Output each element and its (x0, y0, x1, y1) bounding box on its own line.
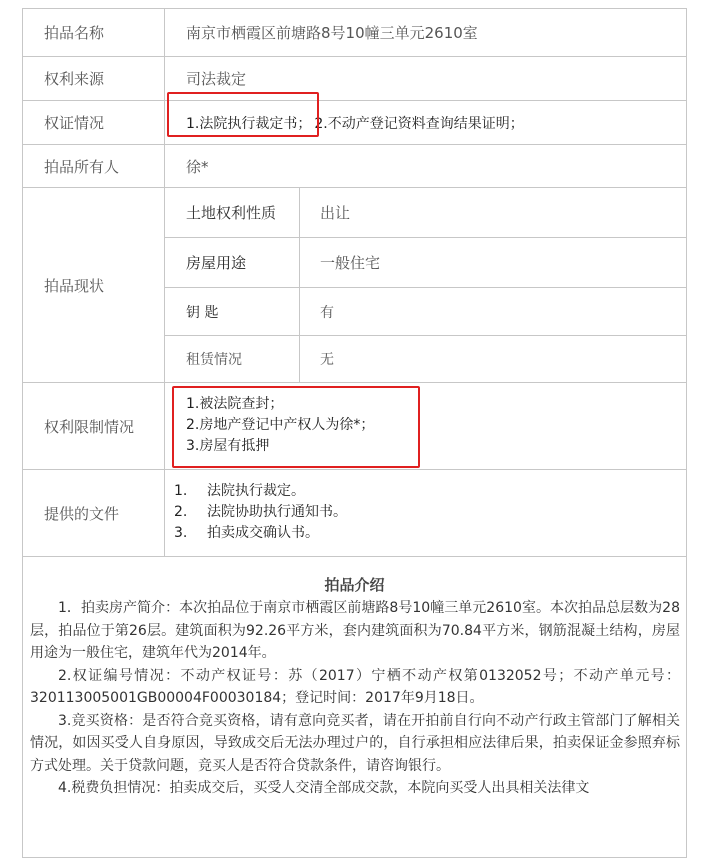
status-key-lease: 租赁情况 (186, 352, 242, 368)
label-documents: 提供的文件 (44, 504, 120, 523)
documents-list (174, 481, 347, 544)
list-number: 3. (174, 525, 188, 541)
list-number: 1. (174, 483, 188, 499)
row-divider (22, 556, 687, 557)
status-key-land: 土地权利性质 (186, 204, 277, 222)
label-certificate: 权证情况 (44, 114, 105, 132)
list-text: 法院协助执行通知书。 (207, 504, 347, 520)
row-divider (165, 335, 687, 336)
status-value-keys: 有 (320, 304, 334, 321)
intro-paragraph: 3.竞买资格：是否符合竞买资格，请有意向竞买者，请在开拍前自行向不动产行政主管部门了解相关情况，如因买受人自身原因，导致成交后无法办理过户的，自行承担相应法律后果，拍卖保证金参照弃标方式处理。关于贷款问题，竞买人是否符合贷款条件，请咨询银行。 (30, 712, 680, 774)
list-text: 法院执行裁定。 (207, 483, 305, 499)
restriction-line: 3.房屋有抵押 (186, 438, 270, 454)
highlight-box (167, 92, 319, 137)
label-item-name: 拍品名称 (44, 24, 105, 42)
list-item (174, 523, 347, 544)
status-value-land: 出让 (320, 204, 351, 222)
label-right-source: 权利来源 (44, 70, 105, 88)
intro-body (30, 597, 680, 800)
column-divider (164, 8, 165, 556)
value-right-source: 司法裁定 (186, 70, 247, 88)
list-text: 拍卖成交确认书。 (207, 525, 319, 541)
highlight-box (172, 386, 420, 468)
status-key-keys: 钥 匙 (186, 304, 219, 321)
label-item-status: 拍品现状 (44, 276, 105, 295)
status-value-lease: 无 (320, 352, 334, 368)
list-number: 2. (174, 504, 188, 520)
restriction-line: 2.房地产登记中产权人为徐*； (186, 417, 375, 433)
label-owner: 拍品所有人 (44, 157, 120, 176)
intro-paragraph: 2.权证编号情况：不动产权证号：苏（2017）宁栖不动产权第0132052号；不动产单元号：320113005001GB00004F00030184；登记时间：2017年9月18日。 (30, 667, 680, 706)
intro-paragraph: 1．拍卖房产简介：本次拍品位于南京市栖霞区前塘路8号10幢三单元2610室。本次拍品总层数为28层，拍品位于第26层。建筑面积为92.26平方米，套内建筑面积为70.84平方米，钢筋混凝土结构，房屋用途为一般住宅，建筑年代为2014年。 (30, 600, 680, 661)
row-divider (22, 56, 687, 57)
restriction-line: 1.被法院查封； (186, 396, 284, 412)
row-divider (22, 144, 687, 145)
status-key-usage: 房屋用途 (186, 254, 247, 272)
list-item (174, 481, 347, 502)
label-restriction: 权利限制情况 (44, 417, 135, 436)
list-item (174, 502, 347, 523)
column-divider (299, 187, 300, 382)
value-item-name: 南京市栖霞区前塘路8号10幢三单元2610室 (186, 24, 478, 42)
intro-paragraph: 4.税费负担情况：拍卖成交后，买受人交清全部成交款，本院向买受人出具相关法律文 (58, 780, 590, 796)
certificate-part-1: 1.法院执行裁定书； (186, 115, 312, 132)
row-divider (22, 469, 687, 470)
status-value-usage: 一般住宅 (320, 254, 381, 272)
intro-title: 拍品介绍 (324, 576, 385, 594)
row-divider (165, 287, 687, 288)
value-owner: 徐* (186, 157, 209, 176)
certificate-part-2: 2.不动产登记资料查询结果证明； (314, 115, 524, 132)
row-divider (22, 187, 687, 188)
